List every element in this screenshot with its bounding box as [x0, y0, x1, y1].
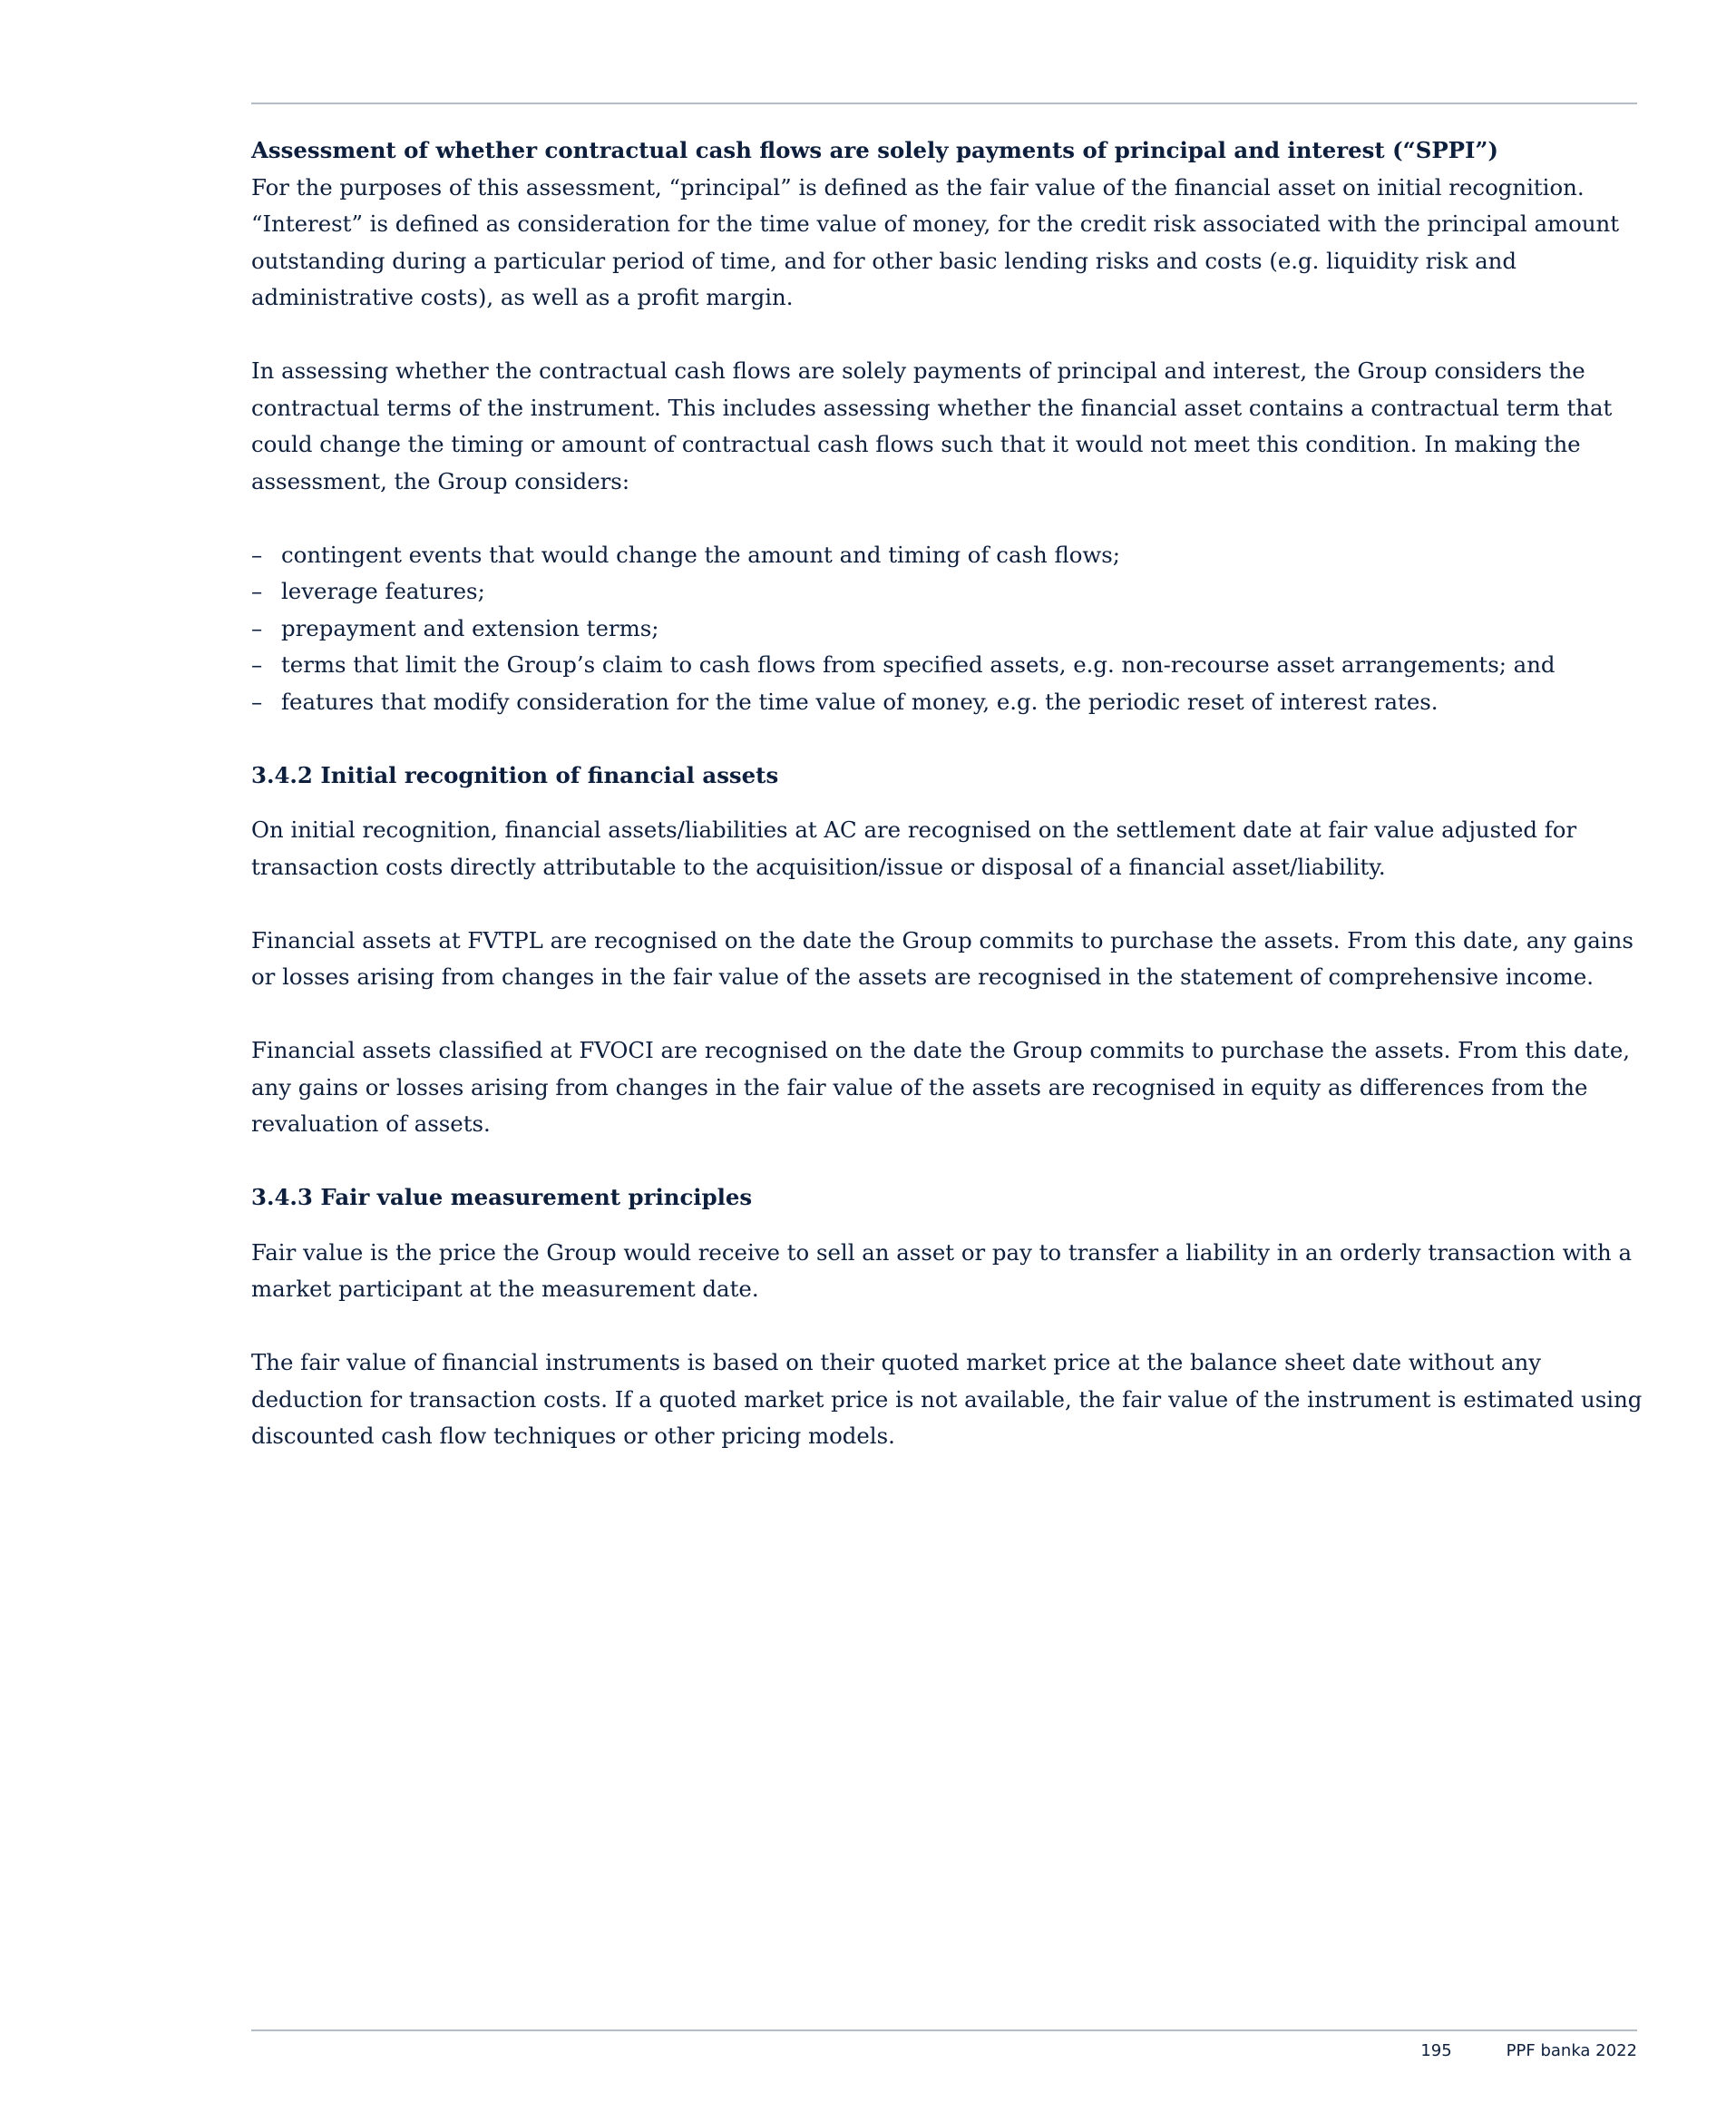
page-footer: [1420, 2041, 1637, 2060]
sppi-paragraph-1: For the purposes of this assessment, “principal” is defined as the fair value of the financial asset on initial recognition. “Interest” is defined as consideration for the time value of money, for the credit risk associated with the principal amount outstanding during a particular period of time, and for other basic lending risks and costs (e.g. liquidity risk and administrative costs), as well as a profit margin.: [251, 173, 1620, 310]
list-item: – contingent events that would change the amount and timing of cash flows;: [251, 537, 1648, 574]
section-3-4-2-paragraph-2: Financial assets at FVTPL are recognised on the date the Group commits to purchase the assets. From this date, any gains or losses arising from changes in the fair value of the assets are recognised in the statement of comprehensive income.: [251, 926, 1634, 990]
dash-bullet: –: [251, 688, 263, 715]
list-item: – terms that limit the Group’s claim to cash flows from specified assets, e.g. non-recourse asset arrangements; and: [251, 647, 1648, 684]
section-3-4-3-paragraph-1: Fair value is the price the Group would receive to sell an asset or pay to transfer a liability in an orderly transaction with a market participant at the measurement date.: [251, 1238, 1633, 1302]
header-divider: [251, 103, 1637, 104]
list-item: – leverage features;: [251, 573, 1648, 611]
dash-bullet: –: [251, 614, 263, 641]
sppi-paragraph-2: In assessing whether the contractual cash flows are solely payments of principal and interest, the Group considers the contractual terms of the instrument. This includes assessing whether the financial asset contains a contractual term that could change the timing or amount of contractual cash flows such that it would not meet this condition. In making the assessment, the Group considers:: [251, 357, 1613, 494]
list-item: – prepayment and extension terms;: [251, 611, 1648, 648]
dash-bullet: –: [251, 651, 263, 678]
section-3-4-3-heading: 3.4.3 Fair value measurement principles: [251, 1184, 753, 1210]
section-3-4-2-heading: 3.4.2 Initial recognition of financial assets: [251, 761, 779, 788]
list-item: – features that modify consideration for the time value of money, e.g. the periodic reset of interest rates.: [251, 684, 1648, 721]
section-3-4-2-paragraph-3: Financial assets classified at FVOCI are recognised on the date the Group commits to purchase the assets. From this date, any gains or losses arising from changes in the fair value of the assets are recognised in equity as differences from the revaluation of assets.: [251, 1037, 1631, 1137]
document-body: [251, 132, 1648, 1455]
sppi-considerations-list: [251, 537, 1648, 721]
section-3-4-2-paragraph-1: On initial recognition, financial assets/liabilities at AC are recognised on the settlement date at fair value adjusted for transaction costs directly attributable to the acquisition/issue or disposal of a financial asset/liability.: [251, 817, 1577, 880]
section-3-4-3-paragraph-2: The fair value of financial instruments is based on their quoted market price at the balance sheet date without any deduction for transaction costs. If a quoted market price is not available, the fair value of the instrument is estimated using discounted cash flow techniques or other pricing models.: [251, 1349, 1643, 1449]
publication-title: PPF banka 2022: [1506, 2041, 1637, 2060]
dash-bullet: –: [251, 578, 263, 604]
sppi-heading: Assessment of whether contractual cash flows are solely payments of principal and interest (“SPPI”): [251, 137, 1498, 163]
dash-bullet: –: [251, 541, 263, 568]
footer-divider: [251, 2029, 1637, 2031]
page-number: 195: [1420, 2041, 1452, 2060]
